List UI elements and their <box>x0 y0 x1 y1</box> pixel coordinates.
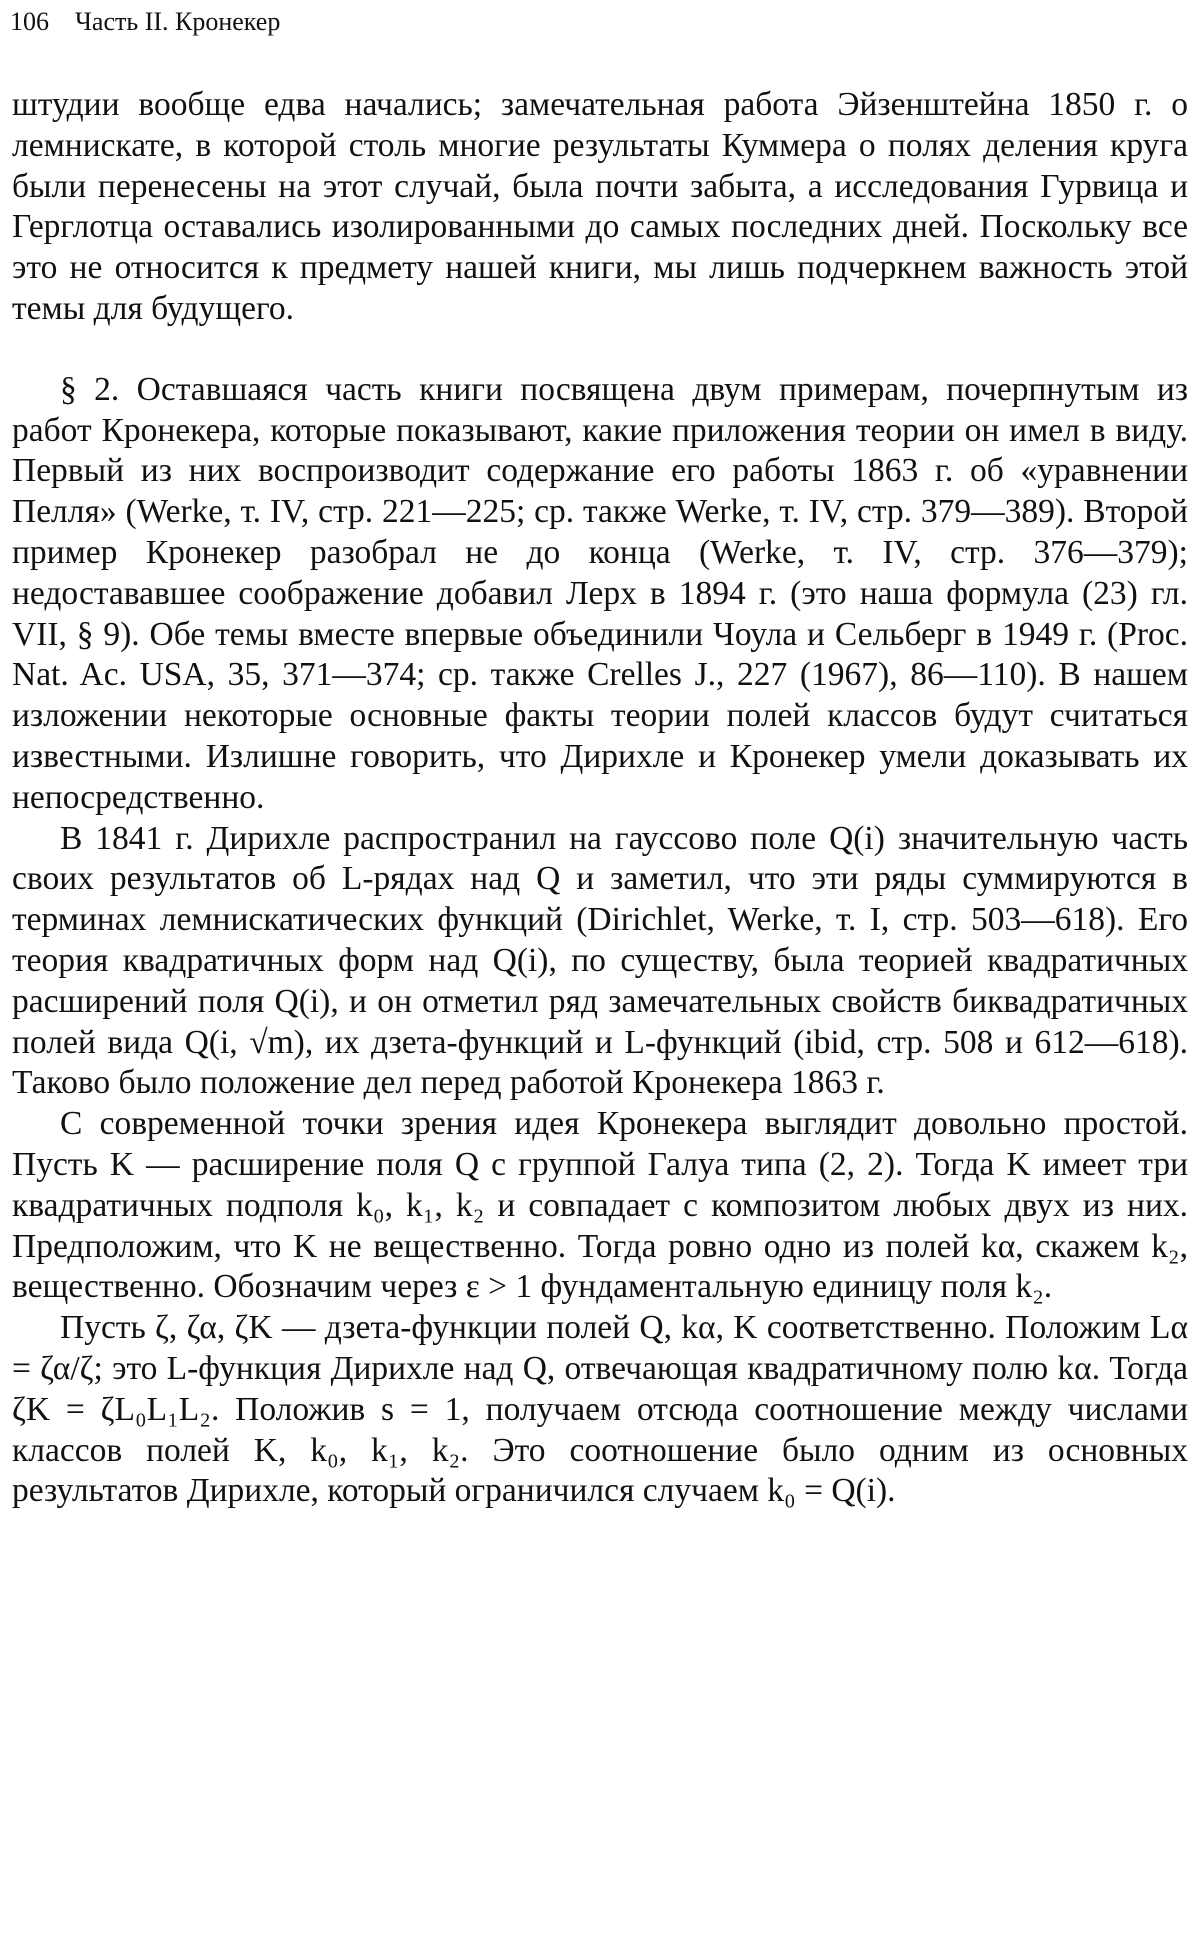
running-title: Часть II. Кронекер <box>75 7 281 36</box>
paragraph-zeta-functions: Пусть ζ, ζα, ζK — дзета-функции полей Q, kα, K соответственно. Положим Lα = ζα/ζ; это L-функция Дирихле над Q, отвечающая квадратичному полю kα. Тогда ζK = ζL₀L₁L₂. Положив s = 1, получаем отсюда соотношение между числами классов полей K, k₀, k₁, k₂. Это соотношение было одним из основных результатов Дирихле, который ограничился случаем k₀ = Q(i). <box>12 1309 1188 1510</box>
paragraph-kronecker-idea: С современной точки зрения идея Кронекера выглядит довольно простой. Пусть K — расширение поля Q с группой Галуа типа (2, 2). Тогда K имеет три квадратичных подполя k₀, k₁, k₂ и совпадает с композитом любых двух из них. Предположим, что K не вещественно. Тогда ровно одно из полей kα, скажем k₂, вещественно. Обозначим через ε > 1 фундаментальную единицу поля k₂. <box>12 1105 1188 1306</box>
body-text <box>12 85 1188 1512</box>
running-head <box>10 2 280 42</box>
page-number: 106 <box>10 7 49 36</box>
paragraph-section-2: § 2. Оставшаяся часть книги посвящена двум примерам, почерпнутым из работ Кронекера, которые показывают, какие приложения теории он имел в виду. Первый из них воспроизводит содержание его работы 1863 г. об «уравнении Пелля» (Werke, т. IV, стр. 221—225; ср. также Werke, т. IV, стр. 379—389). Второй пример Кронекер разобрал не до конца (Werke, т. IV, стр. 376—379); недостававшее соображение добавил Лерх в 1894 г. (это наша формула (23) гл. VII, § 9). Обе темы вместе впервые объединили Чоула и Сельберг в 1949 г. (Proc. Nat. Ac. USA, 35, 371—374; ср. также Crelles J., 227 (1967), 86—110). В нашем изложении некоторые основные факты теории полей классов будут считаться известными. Излишне говорить, что Дирихле и Кронекер умели доказывать их непосредственно. <box>12 370 1188 816</box>
paragraph-continued: штудии вообще едва начались; замечательная работа Эйзенштейна 1850 г. о лемнискате, в которой столь многие результаты Куммера о полях деления круга были перенесены на этот случай, была почти забыта, а исследования Гурвица и Герглотца оставались изолированными до самых последних дней. Поскольку все это не относится к предмету нашей книги, мы лишь подчеркнем важность этой темы для будущего. <box>12 86 1188 327</box>
paragraph-dirichlet-1841: В 1841 г. Дирихле распространил на гауссово поле Q(i) значительную часть своих результатов об L-рядах над Q и заметил, что эти ряды суммируются в терминах лемнискатических функций (Dirichlet, Werke, т. I, стр. 503—618). Его теория квадратичных форм над Q(i), по существу, была теорией квадратичных расширений поля Q(i), и он отметил ряд замечательных свойств биквадратичных полей вида Q(i, √m), их дзета-функций и L-функций (ibid, стр. 508 и 612—618). Таково было положение дел перед работой Кронекера 1863 г. <box>12 819 1188 1102</box>
